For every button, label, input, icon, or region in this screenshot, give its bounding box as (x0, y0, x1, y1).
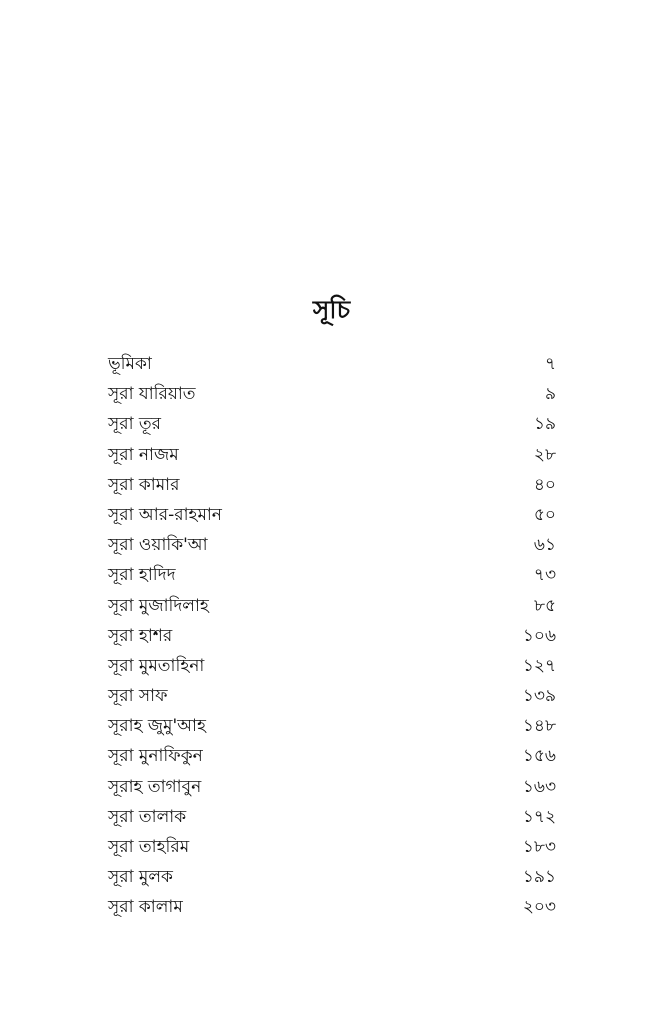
toc-entry-label: সূরা হাশর (108, 625, 173, 646)
toc-entry-page: ১৯ (533, 414, 556, 435)
toc-entry-page: ১৪৮ (522, 716, 556, 737)
toc-entry-label: সূরা মুনাফিকুন (108, 746, 203, 767)
toc-entry-page: ১০৬ (522, 625, 556, 646)
toc-entry (108, 409, 556, 439)
toc-entry-label: সূরা মুলক (108, 867, 173, 888)
toc-list (108, 349, 556, 923)
toc-entry-label: সূরা নাজম (108, 444, 179, 465)
toc-entry-page: ১৩৯ (522, 686, 556, 707)
toc-entry-page: ১৬৩ (522, 776, 556, 797)
toc-entry-page: ৭৩ (533, 565, 556, 586)
toc-entry-label: সূরা যারিয়াত (108, 384, 196, 405)
toc-entry-label: সূরা তূর (108, 414, 162, 435)
toc-entry (108, 500, 556, 530)
toc-entry-page: ২০৩ (522, 897, 556, 918)
toc-entry-label: সূরা কামার (108, 474, 180, 495)
toc-entry-page: ১৭২ (522, 806, 556, 827)
toc-entry-label: সূরা কালাম (108, 897, 183, 918)
toc-entry-page: ৯ (544, 384, 556, 405)
toc-entry-page: ৭ (544, 354, 556, 374)
toc-entry (108, 892, 556, 922)
toc-entry (108, 862, 556, 892)
toc-entry-page: ২৮ (533, 444, 556, 465)
toc-entry-label: সূরা তাহরিম (108, 837, 190, 857)
toc-entry-label: সূরা ওয়াকি'আ (108, 535, 208, 556)
toc-entry-label: সূরাহ জুমু'আহ (108, 716, 206, 737)
toc-entry-page: ১৮৩ (522, 837, 556, 857)
toc-entry-label: সূরা আর-রাহমান (108, 504, 222, 525)
toc-entry-label: সূরা তালাক (108, 806, 187, 827)
toc-entry (108, 560, 556, 590)
toc-entry-label: সূরাহ তাগাবুন (108, 776, 202, 797)
toc-entry-label: সূরা মুজাদিলাহ (108, 595, 209, 616)
toc-entry (108, 741, 556, 771)
toc-entry (108, 621, 556, 651)
toc-entry (108, 379, 556, 409)
toc-entry-page: ৮৫ (533, 595, 556, 616)
toc-entry (108, 349, 556, 379)
toc-entry (108, 530, 556, 560)
toc-entry-label: সূরা হাদিদ (108, 565, 176, 586)
toc-entry (108, 681, 556, 711)
toc-entry (108, 772, 556, 802)
toc-entry (108, 802, 556, 832)
toc-title: সূচি (312, 295, 351, 324)
toc-entry-label: সূরা সাফ (108, 686, 168, 707)
toc-entry-page: ৬১ (533, 535, 556, 556)
toc-entry (108, 440, 556, 470)
toc-entry (108, 470, 556, 500)
toc-entry (108, 711, 556, 741)
toc-entry-page: ১২৭ (522, 655, 556, 676)
toc-entry-page: ৪০ (533, 474, 556, 495)
toc-entry-page: ৫০ (533, 504, 556, 525)
toc-entry-label: ভূমিকা (108, 354, 152, 374)
toc-entry (108, 591, 556, 621)
toc-entry-page: ১৯১ (522, 867, 556, 888)
toc-entry (108, 832, 556, 862)
toc-entry-page: ১৫৬ (522, 746, 556, 767)
toc-entry-label: সূরা মুমতাহিনা (108, 655, 205, 676)
toc-entry (108, 651, 556, 681)
